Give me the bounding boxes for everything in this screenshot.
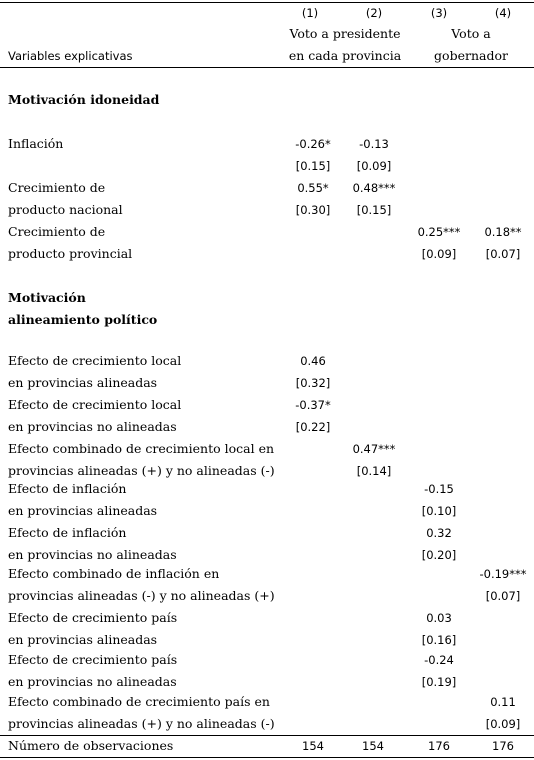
row-label: Crecimiento de xyxy=(8,224,106,239)
cell-c3: 0.03 xyxy=(426,611,452,625)
group-header-president-1: Voto a presidente xyxy=(289,26,401,41)
col-number-1: (1) xyxy=(301,6,319,20)
row-label: Inflación xyxy=(8,136,64,151)
top-rule xyxy=(0,2,534,3)
section-title-alineamiento-2: alineamiento político xyxy=(8,312,158,327)
cell-c3: -0.24 xyxy=(424,653,454,667)
cell-c1: [0.32] xyxy=(295,376,331,390)
cell-c2: [0.09] xyxy=(356,159,392,173)
observations-col-4: 176 xyxy=(492,739,514,753)
row-label: en provincias alineadas xyxy=(8,375,158,390)
cell-c4: [0.07] xyxy=(485,589,521,603)
row-label: Efecto de crecimiento país xyxy=(8,610,178,625)
col-number-4: (4) xyxy=(494,6,512,20)
row-label: Efecto combinado de crecimiento local en xyxy=(8,441,275,456)
bottom-rule xyxy=(0,757,534,758)
cell-c3: [0.09] xyxy=(421,247,457,261)
row-label: en provincias alineadas xyxy=(8,503,158,518)
observations-col-1: 154 xyxy=(302,739,324,753)
cell-c1: [0.22] xyxy=(295,420,331,434)
observations-col-2: 154 xyxy=(362,739,384,753)
cell-c3: [0.16] xyxy=(421,633,457,647)
group-header-governor-1: Voto a xyxy=(451,26,491,41)
cell-c3: 0.25*** xyxy=(417,225,461,239)
row-label: Efecto combinado de crecimiento país en xyxy=(8,694,270,709)
cell-c2: 0.47*** xyxy=(352,442,396,456)
row-label: Efecto combinado de inflación en xyxy=(8,566,220,581)
cell-c1: 0.46 xyxy=(300,354,326,368)
section-title-alineamiento-1: Motivación xyxy=(8,290,86,305)
cell-c4: 0.11 xyxy=(490,695,516,709)
cell-c3: -0.15 xyxy=(424,482,454,496)
cell-c2: 0.48*** xyxy=(352,181,396,195)
col-number-2: (2) xyxy=(365,6,383,20)
cell-c3: [0.10] xyxy=(421,504,457,518)
cell-c2: [0.14] xyxy=(356,464,392,478)
cell-c1: [0.30] xyxy=(295,203,331,217)
row-label-header: Variables explicativas xyxy=(8,49,133,63)
row-label: Efecto de inflación xyxy=(8,525,127,540)
row-label: producto provincial xyxy=(8,246,133,261)
col-number-3: (3) xyxy=(430,6,448,20)
cell-c2: -0.13 xyxy=(359,137,389,151)
cell-c3: [0.19] xyxy=(421,675,457,689)
row-label: Efecto de crecimiento local xyxy=(8,353,182,368)
cell-c3: 0.32 xyxy=(426,526,452,540)
row-label: Crecimiento de xyxy=(8,180,106,195)
observations-label: Número de observaciones xyxy=(8,738,174,753)
group-header-president-2: en cada provincia xyxy=(288,48,402,63)
row-label: Efecto de crecimiento local xyxy=(8,397,182,412)
row-label: provincias alineadas (+) y no alineadas (-) xyxy=(8,716,275,731)
row-label: Efecto de inflación xyxy=(8,481,127,496)
cell-c4: [0.07] xyxy=(485,247,521,261)
cell-c1: [0.15] xyxy=(295,159,331,173)
cell-c1: -0.37* xyxy=(295,398,331,412)
observations-col-3: 176 xyxy=(428,739,450,753)
cell-c1: -0.26* xyxy=(295,137,331,151)
row-label: provincias alineadas (+) y no alineadas (-) xyxy=(8,463,275,478)
cell-c4: [0.09] xyxy=(485,717,521,731)
footer-rule xyxy=(0,735,534,736)
row-label: en provincias no alineadas xyxy=(8,674,177,689)
cell-c4: -0.19*** xyxy=(479,567,527,581)
row-label: en provincias alineadas xyxy=(8,632,158,647)
row-label: en provincias no alineadas xyxy=(8,419,177,434)
cell-c3: [0.20] xyxy=(421,548,457,562)
row-label: Efecto de crecimiento país xyxy=(8,652,178,667)
row-label: provincias alineadas (-) y no alineadas (+) xyxy=(8,588,275,603)
header-rule xyxy=(0,67,534,68)
cell-c2: [0.15] xyxy=(356,203,392,217)
section-title-idoneidad: Motivación idoneidad xyxy=(8,92,160,107)
cell-c4: 0.18** xyxy=(484,225,522,239)
row-label: en provincias no alineadas xyxy=(8,547,177,562)
cell-c1: 0.55* xyxy=(297,181,329,195)
group-header-governor-2: gobernador xyxy=(434,48,508,63)
row-label: producto nacional xyxy=(8,202,123,217)
